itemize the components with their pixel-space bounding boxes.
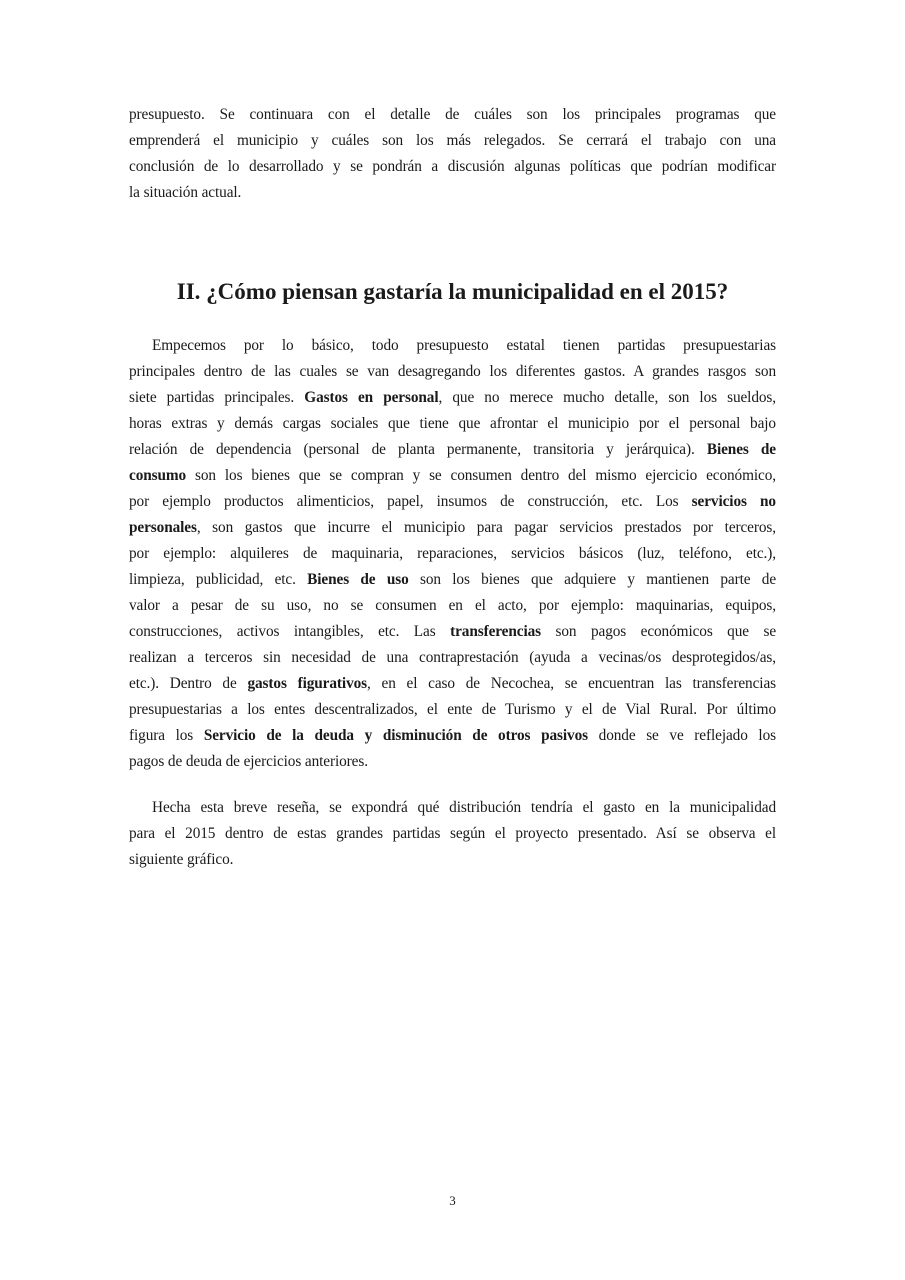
text-line [129, 359, 776, 385]
text-line [129, 385, 776, 411]
text-run: conclusión de lo desarrollado y se pondrán a discusión algunas políticas que podrían modificar [129, 158, 776, 175]
text-line [129, 847, 776, 873]
text-run: , en el caso de Necochea, se encuentran las transferencias [367, 675, 776, 692]
paragraph-intro [129, 102, 776, 206]
text-run: pagos de deuda de ejercicios anteriores. [129, 753, 368, 770]
text-run: emprenderá el municipio y cuáles son los más relegados. Se cerrará el trabajo con una [129, 132, 776, 149]
text-line [129, 333, 776, 359]
text-line [129, 180, 776, 206]
text-run: la situación actual. [129, 184, 242, 201]
bold-term: servicios no [691, 493, 776, 510]
text-run: para el 2015 dentro de estas grandes partidas según el proyecto presentado. Así se observa el [129, 825, 776, 842]
text-line [129, 128, 776, 154]
bold-term: Servicio de la deuda y disminución de otros pasivos [203, 727, 588, 744]
text-run: figura los [129, 727, 204, 744]
text-run: son pagos económicos que se [541, 623, 777, 640]
text-run: valor a pesar de su uso, no se consumen en el acto, por ejemplo: maquinarias, equipos, [129, 597, 776, 614]
text-run: por ejemplo productos alimenticios, papel, insumos de construcción, etc. Los [129, 493, 692, 510]
text-line [129, 515, 776, 541]
text-run: etc.). Dentro de [129, 675, 248, 692]
text-line [129, 795, 776, 821]
section-heading: II. ¿Cómo piensan gastaría la municipalidad en el 2015? [176, 279, 729, 304]
text-line [129, 821, 776, 847]
page-number: 3 [449, 1193, 456, 1208]
bold-term: personales [129, 519, 197, 536]
text-run: por ejemplo: alquileres de maquinaria, reparaciones, servicios básicos (luz, teléfono, etc.), [129, 545, 776, 562]
text-run: Empecemos por lo básico, todo presupuesto estatal tienen partidas presupuestarias [152, 337, 776, 354]
text-run: construcciones, activos intangibles, etc. Las [129, 623, 451, 640]
bold-term: gastos figurativos [247, 675, 368, 692]
text-run: presupuesto. Se continuara con el detalle de cuáles son los principales programas que [129, 106, 776, 123]
bold-term: Gastos en personal [304, 389, 439, 406]
text-run: siete partidas principales. [129, 389, 305, 406]
bold-term: transferencias [450, 623, 542, 640]
bold-term: Bienes de [706, 441, 776, 458]
text-run: principales dentro de las cuales se van desagregando los diferentes gastos. A grandes rasgos son [129, 363, 776, 380]
text-run: horas extras y demás cargas sociales que tiene que afrontar el municipio por el personal bajo [129, 415, 776, 432]
text-run: Hecha esta breve reseña, se expondrá qué distribución tendría el gasto en la municipalidad [152, 799, 776, 816]
text-line [129, 593, 776, 619]
paragraph-resena [129, 795, 776, 873]
text-run: donde se ve reflejado los [587, 727, 776, 744]
text-line [129, 541, 776, 567]
text-line [129, 619, 776, 645]
text-line [129, 567, 776, 593]
text-run: son los bienes que adquiere y mantienen parte de [408, 571, 777, 588]
text-run: , que no merece mucho detalle, son los sueldos, [438, 389, 777, 406]
text-run: son los bienes que se compran y se consumen dentro del mismo ejercicio económico, [186, 467, 776, 484]
text-line [129, 749, 776, 775]
text-line [129, 645, 776, 671]
text-line [129, 489, 776, 515]
text-line [129, 102, 776, 128]
text-line [129, 437, 776, 463]
text-line [129, 411, 776, 437]
text-line [129, 154, 776, 180]
text-line [129, 671, 776, 697]
text-line [129, 697, 776, 723]
text-run: limpieza, publicidad, etc. [129, 571, 308, 588]
paragraph-partidas [129, 333, 776, 775]
text-run: relación de dependencia (personal de planta permanente, transitoria y jerárquica). [129, 441, 707, 458]
text-run: presupuestarias a los entes descentralizados, el ente de Turismo y el de Vial Rural. Por último [129, 701, 776, 718]
text-run: , son gastos que incurre el municipio para pagar servicios prestados por terceros, [196, 519, 776, 536]
bold-term: consumo [129, 467, 187, 484]
text-run: siguiente gráfico. [129, 851, 234, 868]
text-line [129, 723, 776, 749]
bold-term: Bienes de uso [307, 571, 409, 588]
text-run: realizan a terceros sin necesidad de una contraprestación (ayuda a vecinas/os desprotegidos/as, [129, 649, 776, 666]
text-line [129, 463, 776, 489]
